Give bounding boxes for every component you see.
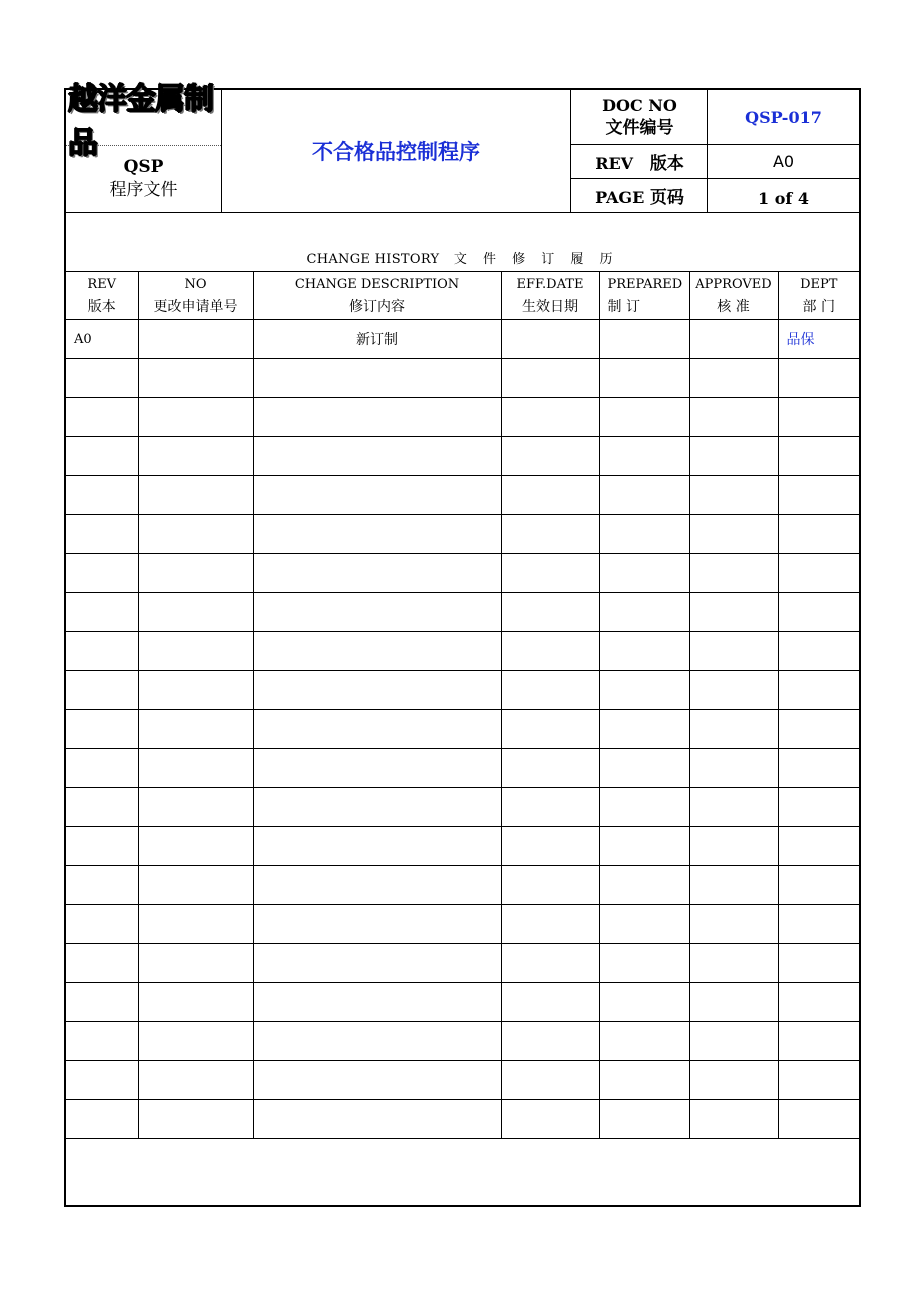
page-label	[571, 179, 708, 212]
table-row	[66, 944, 859, 983]
cell-eff-date	[501, 359, 599, 398]
cell-prepared	[599, 554, 689, 593]
page-label-en: PAGE	[595, 188, 645, 207]
cell-approved	[689, 1100, 778, 1139]
cell-prepared	[599, 476, 689, 515]
cell-eff-date	[501, 827, 599, 866]
cell-prepared	[599, 515, 689, 554]
cell-prepared	[599, 1022, 689, 1061]
table-row	[66, 320, 859, 359]
cell-prepared	[599, 593, 689, 632]
doc-no-label	[571, 90, 708, 144]
cell-rev	[66, 476, 138, 515]
cell-eff-date	[501, 1061, 599, 1100]
cell-dept	[778, 593, 859, 632]
cell-description	[253, 788, 501, 827]
table-row	[66, 632, 859, 671]
cell-eff-date	[501, 866, 599, 905]
cell-description	[253, 749, 501, 788]
cell-dept	[778, 866, 859, 905]
table-row	[66, 905, 859, 944]
cell-dept	[778, 788, 859, 827]
cell-no	[138, 710, 253, 749]
cell-approved	[689, 866, 778, 905]
cell-rev	[66, 515, 138, 554]
cell-eff-date	[501, 905, 599, 944]
cell-prepared	[599, 437, 689, 476]
cell-rev	[66, 1022, 138, 1061]
cell-eff-date	[501, 593, 599, 632]
cell-rev: A0	[66, 320, 138, 359]
cell-no	[138, 671, 253, 710]
cell-eff-date	[501, 788, 599, 827]
cell-prepared	[599, 359, 689, 398]
cell-approved	[689, 710, 778, 749]
cell-eff-date	[501, 437, 599, 476]
cell-description	[253, 983, 501, 1022]
cell-prepared	[599, 398, 689, 437]
doc-type: QSP	[123, 157, 164, 177]
cell-eff-date	[501, 983, 599, 1022]
cell-eff-date	[501, 671, 599, 710]
cell-prepared	[599, 1061, 689, 1100]
cell-no	[138, 476, 253, 515]
cell-no	[138, 1100, 253, 1139]
cell-approved	[689, 515, 778, 554]
cell-rev	[66, 554, 138, 593]
cell-description	[253, 710, 501, 749]
table-row	[66, 710, 859, 749]
cell-description	[253, 515, 501, 554]
cell-prepared	[599, 827, 689, 866]
cell-approved	[689, 1061, 778, 1100]
col-header-dept: DEPT 部 门	[778, 272, 859, 320]
cell-prepared	[599, 866, 689, 905]
cell-no	[138, 1022, 253, 1061]
cell-dept	[778, 905, 859, 944]
cell-eff-date	[501, 1022, 599, 1061]
cell-approved	[689, 788, 778, 827]
cell-rev	[66, 866, 138, 905]
cell-eff-date	[501, 320, 599, 359]
cell-no	[138, 359, 253, 398]
col-header-no: NO 更改申请单号	[138, 272, 253, 320]
cell-description	[253, 359, 501, 398]
table-row	[66, 866, 859, 905]
rev-label	[571, 144, 708, 178]
doc-type-cell	[66, 146, 221, 212]
cell-rev	[66, 437, 138, 476]
table-row	[66, 437, 859, 476]
table-header-row	[66, 272, 859, 320]
doc-type-cn: 程序文件	[109, 180, 178, 200]
cell-eff-date	[501, 554, 599, 593]
cell-no	[138, 827, 253, 866]
cell-prepared	[599, 749, 689, 788]
cell-description	[253, 476, 501, 515]
change-history-table	[66, 271, 859, 1139]
col-header-eff-date: EFF.DATE 生效日期	[501, 272, 599, 320]
cell-no	[138, 437, 253, 476]
doc-no-label-cn: 文件编号	[605, 118, 674, 138]
rev-label-en: REV	[595, 153, 634, 173]
cell-dept	[778, 359, 859, 398]
document-title-text: 不合格品控制程序	[312, 140, 480, 164]
page-value	[708, 179, 859, 212]
cell-rev	[66, 593, 138, 632]
cell-description	[253, 1022, 501, 1061]
document-title	[222, 90, 570, 212]
cell-rev	[66, 749, 138, 788]
cell-dept	[778, 1100, 859, 1139]
cell-prepared	[599, 320, 689, 359]
cell-no	[138, 554, 253, 593]
cell-description	[253, 554, 501, 593]
cell-prepared	[599, 905, 689, 944]
cell-approved	[689, 398, 778, 437]
cell-description	[253, 671, 501, 710]
cell-prepared	[599, 983, 689, 1022]
cell-no	[138, 944, 253, 983]
cell-dept	[778, 944, 859, 983]
table-row	[66, 827, 859, 866]
cell-dept	[778, 827, 859, 866]
cell-rev	[66, 944, 138, 983]
cell-approved	[689, 749, 778, 788]
cell-rev	[66, 788, 138, 827]
cell-dept	[778, 1022, 859, 1061]
cell-rev	[66, 710, 138, 749]
cell-description	[253, 866, 501, 905]
cell-description	[253, 437, 501, 476]
change-history-title	[66, 248, 859, 267]
cell-description	[253, 593, 501, 632]
cell-no	[138, 983, 253, 1022]
cell-approved	[689, 983, 778, 1022]
table-row	[66, 983, 859, 1022]
cell-rev	[66, 398, 138, 437]
cell-approved	[689, 905, 778, 944]
cell-rev	[66, 1061, 138, 1100]
cell-rev	[66, 632, 138, 671]
cell-approved	[689, 476, 778, 515]
cell-rev	[66, 827, 138, 866]
table-row	[66, 1100, 859, 1139]
cell-eff-date	[501, 749, 599, 788]
cell-eff-date	[501, 944, 599, 983]
cell-rev	[66, 1100, 138, 1139]
cell-description	[253, 398, 501, 437]
doc-no-value	[708, 90, 859, 144]
cell-prepared	[599, 788, 689, 827]
cell-description	[253, 905, 501, 944]
cell-rev	[66, 671, 138, 710]
table-row	[66, 359, 859, 398]
cell-dept	[778, 749, 859, 788]
change-history-title-en: CHANGE HISTORY	[306, 252, 440, 267]
table-row	[66, 554, 859, 593]
cell-eff-date	[501, 632, 599, 671]
cell-dept	[778, 398, 859, 437]
cell-eff-date	[501, 515, 599, 554]
table-row	[66, 515, 859, 554]
cell-rev	[66, 359, 138, 398]
cell-no	[138, 398, 253, 437]
cell-no	[138, 632, 253, 671]
table-row	[66, 398, 859, 437]
cell-no	[138, 593, 253, 632]
cell-dept	[778, 554, 859, 593]
cell-dept	[778, 515, 859, 554]
table-row	[66, 1061, 859, 1100]
cell-eff-date	[501, 476, 599, 515]
cell-no	[138, 749, 253, 788]
table-row	[66, 476, 859, 515]
cell-description	[253, 827, 501, 866]
cell-no	[138, 905, 253, 944]
cell-prepared	[599, 710, 689, 749]
cell-eff-date	[501, 398, 599, 437]
table-row	[66, 749, 859, 788]
table-row	[66, 788, 859, 827]
cell-prepared	[599, 671, 689, 710]
cell-eff-date	[501, 1100, 599, 1139]
cell-approved	[689, 632, 778, 671]
cell-approved	[689, 827, 778, 866]
cell-description	[253, 1061, 501, 1100]
cell-dept	[778, 671, 859, 710]
doc-no-value-text: QSP-017	[745, 107, 822, 127]
cell-dept	[778, 476, 859, 515]
cell-prepared	[599, 632, 689, 671]
company-logo: 越洋金属制品	[68, 82, 213, 161]
cell-approved	[689, 320, 778, 359]
cell-no	[138, 515, 253, 554]
doc-no-label-en: DOC NO	[602, 96, 677, 115]
cell-no	[138, 866, 253, 905]
cell-prepared	[599, 944, 689, 983]
cell-description	[253, 1100, 501, 1139]
col-header-rev: REV 版本	[66, 272, 138, 320]
table-row	[66, 1022, 859, 1061]
col-header-prepared: PREPARED 制 订	[599, 272, 689, 320]
rev-value	[708, 144, 859, 178]
cell-prepared	[599, 1100, 689, 1139]
table-row	[66, 671, 859, 710]
page-label-cn: 页码	[649, 188, 684, 208]
cell-approved	[689, 437, 778, 476]
cell-dept	[778, 632, 859, 671]
cell-no	[138, 1061, 253, 1100]
cell-approved	[689, 1022, 778, 1061]
document-frame	[64, 82, 861, 1207]
cell-rev	[66, 905, 138, 944]
cell-dept: 品保	[778, 320, 859, 359]
col-header-approved: APPROVED 核 准	[689, 272, 778, 320]
rev-label-cn: 版本	[649, 153, 684, 174]
cell-description: 新订制	[253, 320, 501, 359]
cell-approved	[689, 554, 778, 593]
cell-approved	[689, 671, 778, 710]
cell-dept	[778, 437, 859, 476]
cell-description	[253, 632, 501, 671]
document-header	[66, 82, 859, 214]
cell-dept	[778, 710, 859, 749]
cell-dept	[778, 1061, 859, 1100]
change-history-title-cn: 文 件 修 订 履 历	[453, 252, 619, 267]
cell-rev	[66, 983, 138, 1022]
cell-approved	[689, 944, 778, 983]
cell-approved	[689, 359, 778, 398]
page-value-text: 1 of 4	[758, 189, 809, 208]
rev-value-text: A0	[772, 151, 795, 171]
cell-no	[138, 788, 253, 827]
cell-no	[138, 320, 253, 359]
cell-description	[253, 944, 501, 983]
table-row	[66, 593, 859, 632]
cell-approved	[689, 593, 778, 632]
col-header-description: CHANGE DESCRIPTION 修订内容	[253, 272, 501, 320]
cell-eff-date	[501, 710, 599, 749]
cell-dept	[778, 983, 859, 1022]
